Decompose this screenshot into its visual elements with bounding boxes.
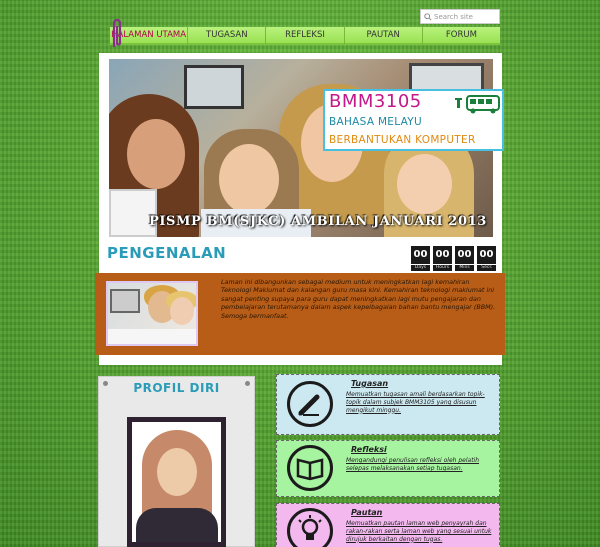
nav-item-tugasan[interactable]: TUGASAN [188,26,266,44]
countdown-label: Mins [455,265,474,271]
card-title[interactable]: Tugasan [351,379,389,388]
card-description: Memuatkan tugasan amali berdasarkan topik-topik dalam subjek BMM3105 yang disusun mengikut minggu. [346,391,485,414]
card-description: Memuatkan pautan laman web penyayrah dan rakan-rakan serta laman web yang sesuai untuk dirujuk berkaitan dengan tugas. [346,520,492,543]
intro-title: PENGENALAN [107,244,227,262]
book-icon [287,445,333,491]
paperclip-icon [110,17,124,51]
profile-title: PROFIL DIRI [133,381,220,395]
countdown-label: Days [411,265,430,271]
countdown-value: 00 [411,246,430,264]
search-input[interactable] [420,9,500,24]
countdown-timer [411,246,496,271]
lightbulb-icon [287,508,333,547]
countdown-value: 00 [477,246,496,264]
course-badge [323,89,504,151]
card-tugasan[interactable] [276,374,500,435]
nav-item-pautan[interactable]: PAUTAN [345,26,423,44]
nav-item-forum[interactable]: FORUM [445,30,477,40]
nav-item-refleksi[interactable]: REFLEKSI [266,26,344,44]
profile-photo [127,417,226,547]
hero-caption: PISMP BM(SJKC) AMBILAN JANUARI 2013 [149,214,487,229]
bus-icon [455,94,501,114]
intro-box [95,273,505,355]
course-code: BMM3105 [329,91,422,112]
card-pautan[interactable] [276,503,500,547]
intro-photo [106,281,198,346]
intro-text: Laman ini dibangunkan sebagai medium untuk meningkatkan lagi kemahiran Teknologi Maklumat dan kalangan guru masa kini. Kemahiran teknologi maklumat ini sangat penting supaya para guru dapat meningkatkan lagi mutu pengajaran dan pembelajaran terutamanya dalam aspek kepelbagaian bahan bantu mengajar (BBM). Semoga bermanfaat. [221,278,496,320]
countdown-value: 00 [455,246,474,264]
card-title[interactable]: Pautan [351,508,383,517]
course-name-line1: BAHASA MELAYU [329,116,422,128]
card-description: Mengandungi penulisan refleksi oleh pelatih selepas melaksanakan setiap tugasan. [346,457,480,472]
countdown-days [411,246,430,271]
countdown-hours [433,246,452,271]
main-nav [110,27,500,45]
search-placeholder: Search site [434,12,473,21]
countdown-label: Hours [433,265,452,271]
course-name-line2: BERBANTUKAN KOMPUTER [329,134,476,146]
card-title[interactable]: Refleksi [351,445,387,454]
card-refleksi[interactable] [276,440,500,497]
nav-item-halaman-utama[interactable]: HALAMAN UTAMA [110,26,188,44]
countdown-label: Secs [477,265,496,271]
countdown-value: 00 [433,246,452,264]
countdown-mins [455,246,474,271]
countdown-secs [477,246,496,271]
pencil-icon [287,381,333,427]
search-icon [424,13,432,21]
